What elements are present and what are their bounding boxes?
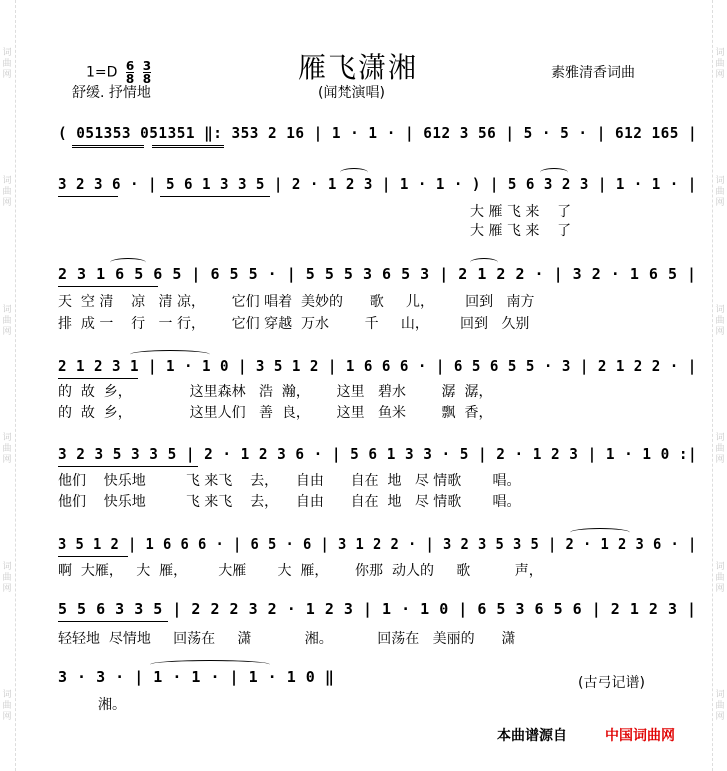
watermark-text: 词 曲 网 (2, 304, 12, 337)
lyric-line-6: 啊 大雁， 大 雁， 大雁 大 雁， 你那 动人的 歌 声， (58, 563, 543, 579)
notation-line-1: ( 051353 051351 ‖: 353 2 16 | 1 · 1 · | 612 3 56 | 5 · 5 · | 612 165 | (58, 124, 698, 142)
time-sig-bottom: 8 (125, 72, 135, 86)
lyric-line-7: 轻轻地 尽情地 回荡在 潇 湘。 回荡在 美丽的 潇 (58, 631, 516, 647)
key-text: 1=D (86, 64, 118, 81)
beam-line (160, 196, 270, 197)
lyric-line-3b: 排 成 一 行 一 行， 它们 穿越 万水 千 山， 回到 久别 (58, 316, 530, 332)
beam-line (58, 286, 158, 287)
notation-line-6: 3 5 1 2 | 1 6 6 6 · | 6 5 · 6 | 3 1 2 2 · | 3 2 3 5 3 5 | 2 · 1 2 3 6 · | (58, 535, 697, 553)
watermark-text: 词 曲 网 (2, 690, 12, 723)
time-sig-bottom: 8 (142, 72, 152, 86)
lyric-line-2a: 大 雁 飞 来 了 (470, 204, 572, 220)
watermark-text: 词 曲 网 (715, 176, 725, 209)
slur-mark (110, 258, 146, 267)
slur-mark (130, 350, 210, 359)
left-border-line (15, 0, 16, 771)
singer-credit: (闻梵演唱) (318, 85, 385, 101)
watermark-text: 词 曲 网 (2, 176, 12, 209)
slur-mark (340, 168, 368, 177)
watermark-text: 词 曲 网 (2, 433, 12, 466)
composer-credit: 素雅清香词曲 (551, 65, 635, 81)
notation-line-4: 2 1 2 3 1 | 1 · 1 0 | 3 5 1 2 | 1 6 6 6 · | 6 5 6 5 5 · 3 | 2 1 2 2 · | (58, 357, 697, 375)
watermark-text: 词 曲 网 (2, 561, 12, 594)
transcriber-note: (古弓记谱) (578, 675, 645, 691)
lyric-line-3a: 天 空 清 凉 清 凉， 它们 唱着 美妙的 歌 儿， 回到 南方 (58, 294, 535, 310)
notation-line-3: 2 3 1 6 5 6 5 | 6 5 5 · | 5 5 5 3 6 5 3 | 2 1 2 2 · | 3 2 · 1 6 5 | (58, 265, 697, 283)
beam-line (58, 466, 198, 467)
notation-line-5: 3 2 3 5 3 3 5 | 2 · 1 2 3 6 · | 5 6 1 3 3 · 5 | 2 · 1 2 3 | 1 · 1 0 :| (58, 445, 698, 463)
beam-line (58, 556, 128, 557)
beam-line (58, 196, 118, 197)
right-watermark-column (713, 0, 727, 771)
lyric-line-4b: 的 故 乡， 这里人们 善 良， 这里 鱼米 飘 香， (58, 405, 493, 421)
watermark-text: 词 曲 网 (715, 433, 725, 466)
lyric-line-8: 湘。 (58, 697, 127, 713)
watermark-text: 词 曲 网 (715, 47, 725, 80)
lyric-line-5a: 他们 快乐地 飞 来飞 去， 自由 自在 地 尽 情歌 唱。 (58, 473, 521, 489)
lyric-line-2b: 大 雁 飞 来 了 (470, 223, 572, 239)
watermark-text: 词 曲 网 (2, 47, 12, 80)
footer-site-link[interactable]: 中国词曲网 (605, 728, 675, 744)
slur-mark (540, 168, 568, 177)
tempo-marking: 舒缓. 抒情地 (72, 85, 151, 101)
footer-source-label: 本曲谱源自 (497, 728, 567, 744)
notation-line-8: 3 · 3 · | 1 · 1 · | 1 · 1 0 ‖ (58, 668, 335, 686)
lyric-line-4a: 的 故 乡， 这里森林 浩 瀚， 这里 碧水 潺 潺， (58, 384, 493, 400)
slur-mark (470, 258, 498, 267)
time-sig-top: 6 (125, 59, 135, 73)
beam-line (152, 145, 224, 148)
beam-line (72, 145, 144, 148)
beam-line (58, 378, 138, 379)
watermark-text: 词 曲 网 (715, 690, 725, 723)
notation-line-2: 3 2 3 6 · | 5 6 1 3 3 5 | 2 · 1 2 3 | 1 · 1 · ) | 5 6 3 2 3 | 1 · 1 · | (58, 175, 697, 193)
slur-mark (570, 528, 630, 537)
song-title: 雁飞潇湘 (298, 51, 419, 84)
time-sig-top: 3 (142, 59, 152, 73)
beam-line (58, 621, 168, 622)
slur-mark (150, 660, 270, 669)
notation-line-7: 5 5 6 3 3 5 | 2 2 2 3 2 · 1 2 3 | 1 · 1 0 | 6 5 3 6 5 6 | 2 1 2 3 | (58, 600, 697, 618)
watermark-text: 词 曲 网 (715, 561, 725, 594)
watermark-text: 词 曲 网 (715, 304, 725, 337)
lyric-line-5b: 他们 快乐地 飞 来飞 去， 自由 自在 地 尽 情歌 唱。 (58, 494, 521, 510)
left-watermark-column (0, 0, 14, 771)
